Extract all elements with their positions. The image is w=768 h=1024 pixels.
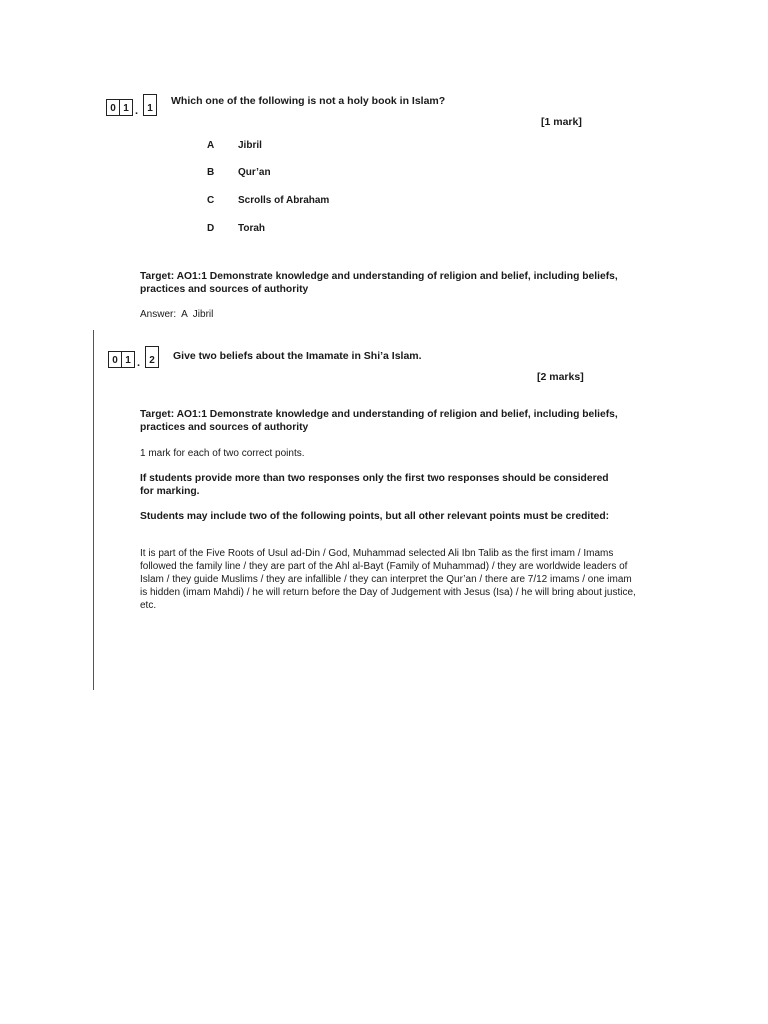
question-number-digit: 2: [145, 346, 159, 368]
option-letter-d: D: [207, 223, 215, 234]
option-letter-a: A: [207, 140, 215, 151]
marking-instruction: If students provide more than two responses only the first two responses should be considered for marking.: [140, 473, 609, 497]
question-number-digit: 0: [108, 351, 122, 368]
option-text-d: Torah: [238, 223, 266, 234]
question-number-digit: 1: [119, 99, 133, 116]
marks-label: [1 mark]: [541, 116, 582, 128]
indicative-content: It is part of the Five Roots of Usul ad-Din / God, Muhammad selected Ali Ibn Talib as the first imam / Imams followed the family line / they are part of the Ahl al-Bayt (Family of Muhammad) / they are worldwide leaders of Islam / they guide Muslims / they are infallible / they can interpret the Qur’an / there are 7/12 imams / one imam is hidden (imam Mahdi) / he will return before the Day of Judgement with Jesus (Isa) / he will bring about justice, etc.: [140, 548, 636, 611]
question-number-01-2: [108, 346, 158, 368]
marks-label: [2 marks]: [537, 371, 584, 383]
question-number-separator: .: [134, 105, 139, 117]
question-number-digit: 1: [143, 94, 157, 116]
question-number-separator: .: [136, 357, 141, 369]
question-text: Give two beliefs about the Imamate in Shi’a Islam.: [173, 350, 422, 362]
mark-scheme-note: 1 mark for each of two correct points.: [140, 448, 305, 459]
option-letter-c: C: [207, 195, 215, 206]
answer-line: Answer: A Jibril: [140, 309, 214, 320]
target-statement: Target: AO1:1 Demonstrate knowledge and understanding of religion and belief, including beliefs, practices and sources of authority: [140, 271, 618, 295]
question-number-digit: 0: [106, 99, 120, 116]
option-text-b: Qur’an: [238, 167, 271, 178]
question-text: Which one of the following is not a holy book in Islam?: [171, 95, 446, 107]
option-text-c: Scrolls of Abraham: [238, 195, 330, 206]
question-number-digit: 1: [121, 351, 135, 368]
question-number-01-1: [106, 94, 156, 116]
option-letter-b: B: [207, 167, 215, 178]
margin-line: [93, 330, 94, 690]
marking-instruction: Students may include two of the following points, but all other relevant points must be credited:: [140, 511, 610, 522]
option-text-a: Jibril: [238, 140, 262, 151]
target-statement: Target: AO1:1 Demonstrate knowledge and understanding of religion and belief, including beliefs, practices and sources of authority: [140, 409, 618, 433]
